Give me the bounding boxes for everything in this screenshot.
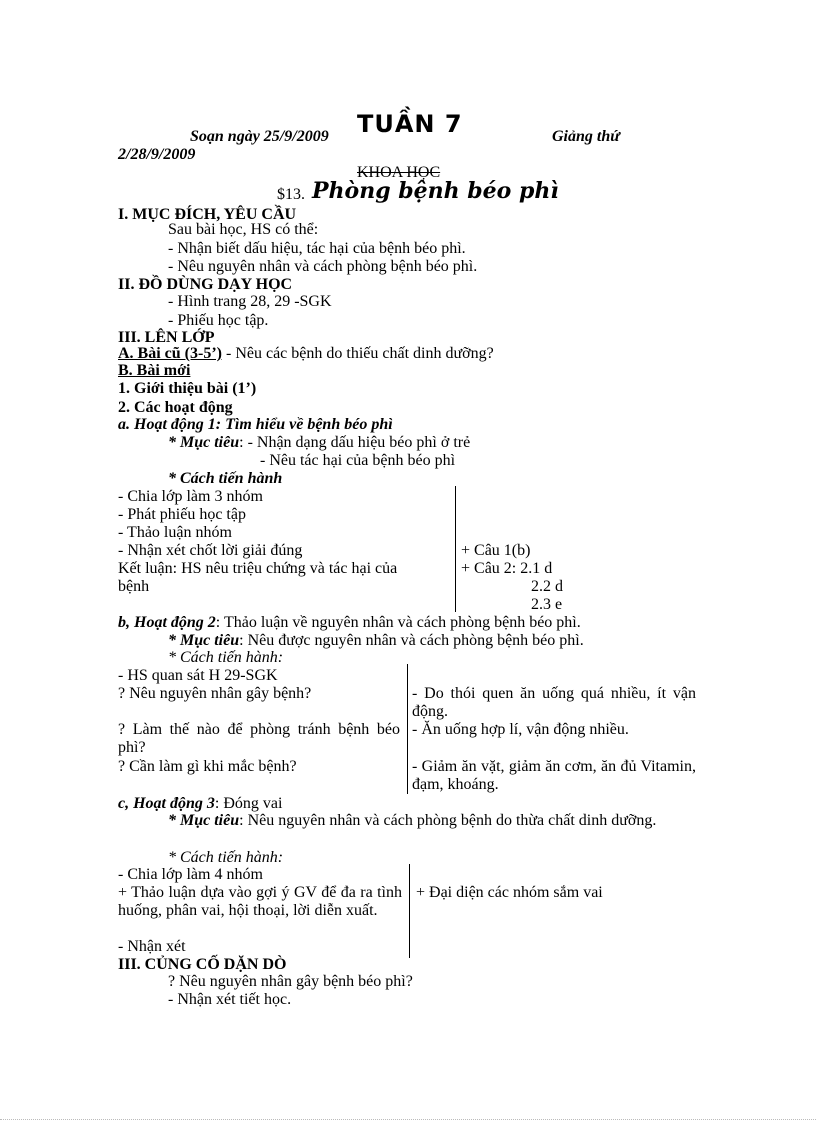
lesson-title: Phòng bệnh béo phì <box>312 178 559 204</box>
hd2-heading-text: : Thảo luận về nguyên nhân và cách phòng bệnh béo phì. <box>215 614 581 631</box>
section2-item: - Hình trang 28, 29 -SGK <box>168 293 332 310</box>
cac-hoat-dong: 2. Các hoạt động <box>118 399 233 416</box>
hd1-right-item: + Câu 2: 2.1 d <box>461 560 553 577</box>
hd1-muctieu <box>168 434 470 452</box>
hd1-right-item: + Câu 1(b) <box>461 542 531 559</box>
hd2-left-item: ? Cần làm gì khi mắc bệnh? <box>118 758 297 775</box>
hd1-left-item: - Chia lớp làm 3 nhóm <box>118 488 263 505</box>
hd3-right-item: + Đại diện các nhóm sắm vai <box>416 884 603 901</box>
tuan-title: TUẦN 7 <box>357 110 463 138</box>
hd3-left-item: + Thảo luận dựa vào gợi ý GV để đa ra tình huống, phân vai, hội thoại, lời diễn xuất. <box>118 884 402 919</box>
section2-heading: II. ĐỒ DÙNG DẠY HỌC <box>118 276 293 293</box>
bai-cu-text: - Nêu các bệnh do thiếu chất dinh dưỡng? <box>221 345 494 362</box>
hd1-heading: a. Hoạt động 1: Tìm hiểu về bệnh béo phì <box>118 416 393 433</box>
soan-ngay: Soạn ngày 25/9/2009 <box>190 128 329 145</box>
hd2-muctieu <box>168 632 584 650</box>
hd2-right-item: - Giảm ăn vặt, giảm ăn cơm, ăn đủ Vitamin, đạm, khoáng. <box>412 758 696 793</box>
hd3-heading <box>118 795 282 813</box>
cungco-item: - Nhận xét tiết học. <box>168 991 292 1008</box>
hd3-left-item: - Nhận xét <box>118 938 186 955</box>
bai-cu-line <box>118 345 494 363</box>
hd2-right-item: - Ăn uống hợp lí, vận động nhiều. <box>412 721 629 738</box>
page-bottom-border <box>0 1119 816 1120</box>
hd2-heading-label: b, Hoạt động 2 <box>118 614 216 631</box>
section1-heading: I. MỤC ĐÍCH, YÊU CẦU <box>118 206 297 223</box>
hd1-left-item: - Phát phiếu học tập <box>118 506 246 523</box>
hd1-left-item: bệnh <box>118 578 150 595</box>
hd1-muctieu-1: : - Nhận dạng dấu hiệu béo phì ở trẻ <box>239 434 471 451</box>
hd1-left-item: - Nhận xét chốt lời giải đúng <box>118 542 303 559</box>
section3-heading: III. LÊN LỚP <box>118 329 215 346</box>
section1-item: - Nêu nguyên nhân và cách phòng bệnh béo phì. <box>168 258 478 275</box>
hd3-muctieu-label: * Mục tiêu <box>168 812 240 829</box>
hd3-heading-text: : Đóng vai <box>214 795 283 812</box>
gioi-thieu: 1. Giới thiệu bài (1’) <box>118 380 257 397</box>
hd1-right-item: 2.2 d <box>531 578 563 595</box>
hd1-table-divider <box>455 486 456 612</box>
hd2-left-item: ? Nêu nguyên nhân gây bệnh? <box>118 685 312 702</box>
hd1-cach-label: * Cách tiến hành <box>168 470 283 487</box>
hd3-muctieu-text: : Nêu nguyên nhân và cách phòng bệnh do thừa chất dinh dưỡng. <box>239 812 657 829</box>
cungco-item: ? Nêu nguyên nhân gây bệnh béo phì? <box>168 973 413 990</box>
hd2-table-divider <box>407 664 408 794</box>
hd3-table-divider <box>409 864 410 958</box>
hd1-right-item: 2.3 e <box>531 596 563 613</box>
hd1-muctieu-2: - Nêu tác hại của bệnh béo phì <box>260 452 456 469</box>
hd3-heading-label: c, Hoạt động 3 <box>118 795 215 812</box>
giang-date: 2/28/9/2009 <box>118 146 196 163</box>
hd2-right-item: - Do thói quen ăn uống quá nhiều, ít vận động. <box>412 685 696 720</box>
section2-item: - Phiếu học tập. <box>168 312 269 329</box>
bai-cu-label: A. Bài cũ (3-5’) <box>118 345 222 362</box>
hd2-left-item: ? Làm thế nào để phòng tránh bệnh béo phì? <box>118 721 400 756</box>
bai-moi: B. Bài mới <box>118 362 191 379</box>
hd2-heading <box>118 614 581 632</box>
cungco-heading: III. CỦNG CỐ DẶN DÒ <box>118 956 287 973</box>
hd2-cach: * Cách tiến hành: <box>168 649 284 666</box>
hd2-left-item: - HS quan sát H 29-SGK <box>118 667 278 684</box>
hd3-muctieu <box>118 812 696 830</box>
hd2-muctieu-label: * Mục tiêu <box>168 632 240 649</box>
hd3-left-item: - Chia lớp làm 4 nhóm <box>118 866 263 883</box>
subject-title: KHOA HỌC <box>357 164 441 181</box>
hd2-muctieu-text: : Nêu được nguyên nhân và cách phòng bệnh béo phì. <box>239 632 584 649</box>
giang-thu: Giảng thứ <box>552 128 620 145</box>
lesson-number: $13. <box>277 186 305 203</box>
section1-intro: Sau bài học, HS có thể: <box>168 221 319 238</box>
hd1-muctieu-label: * Mục tiêu <box>168 434 240 451</box>
hd3-cach: * Cách tiến hành: <box>168 849 284 866</box>
hd1-left-item: Kết luận: HS nêu triệu chứng và tác hại của <box>118 560 398 577</box>
hd1-left-item: - Thảo luận nhóm <box>118 524 232 541</box>
section1-item: - Nhận biết dấu hiệu, tác hại của bệnh béo phì. <box>168 240 466 257</box>
